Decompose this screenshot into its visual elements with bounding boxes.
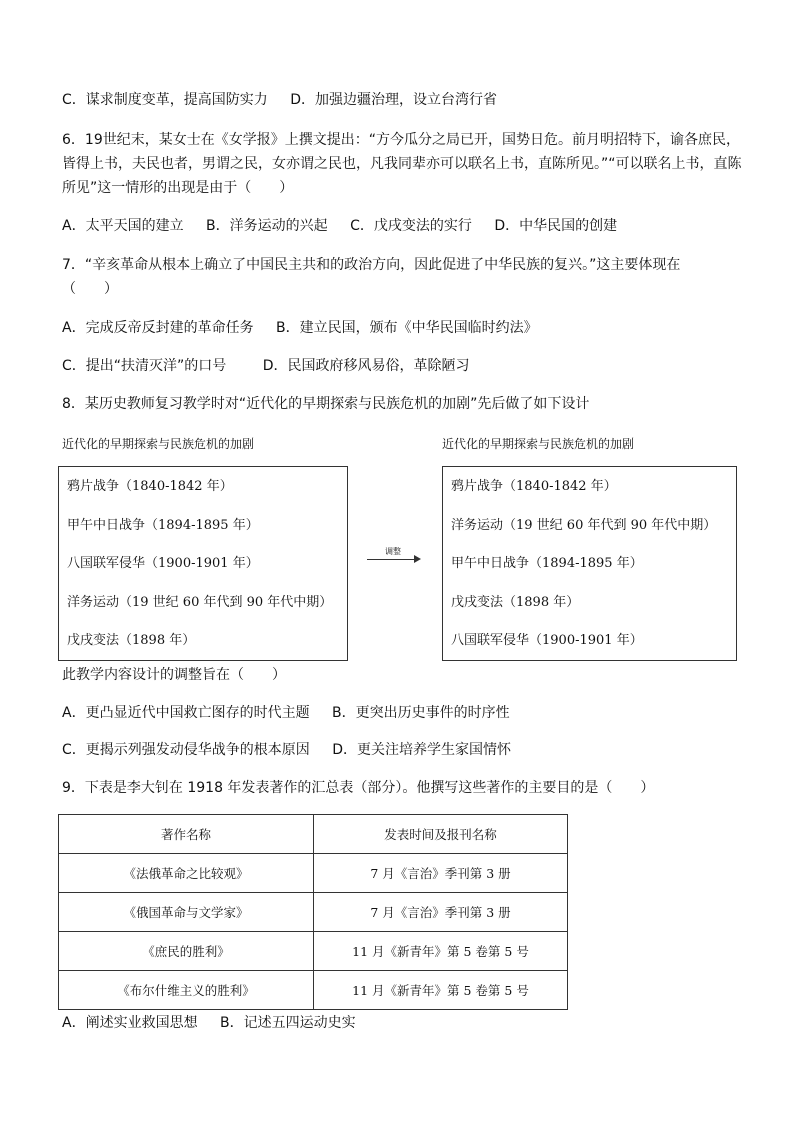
q9-option-a[interactable]: A．阐述实业救国思想: [62, 1015, 198, 1031]
q7-option-c[interactable]: C．提出“扶清灭洋”的口号: [62, 358, 227, 374]
q6-option-a[interactable]: A．太平天国的建立: [62, 218, 184, 234]
q8-right-item: 洋务运动（19 世纪 60 年代到 90 年代中期）: [451, 517, 717, 533]
q6-options: [62, 216, 617, 236]
q7-options-ab: [62, 318, 538, 338]
q8-left-item: 戊戌变法（1898 年）: [67, 633, 196, 648]
table-header-row: [59, 815, 568, 854]
q8-stem: 8．某历史教师复习教学时对“近代化的早期探索与民族危机的加剧”先后做了如下设计: [62, 396, 590, 412]
q8-right-item: 甲午中日战争（1894-1895 年）: [451, 556, 643, 571]
q8-right-item: 八国联军侵华（1900-1901 年）: [451, 633, 643, 648]
q7-option-a[interactable]: A．完成反帝反封建的革命任务: [62, 320, 254, 336]
q8-option-d[interactable]: D．更关注培养学生家国情怀: [332, 742, 512, 758]
q6-option-d[interactable]: D．中华民国的创建: [494, 218, 618, 234]
q6-option-b[interactable]: B．洋务运动的兴起: [206, 218, 328, 234]
q6-stem: 6．19世纪末，某女士在《女学报》上撰文提出：“方今瓜分之局已开，国势日危。前月明招特下，谕各庶民，皆得上书，夫民也者，男谓之民，女亦谓之民也，凡我同辈亦可以联名上书，直陈所见。”“可以联名上书，直陈所见”这一情形的出现是由于（ ）: [62, 132, 742, 196]
q8-left-item: 鸦片战争（1840-1842 年）: [67, 479, 233, 494]
q7-stem-line1: 7．“辛亥革命从根本上确立了中国民主共和的政治方向，因此促进了中华民族的复兴。”这主要体现在: [62, 257, 681, 273]
q8-right-box: [442, 466, 737, 661]
table-cell: 《布尔什维主义的胜利》: [59, 971, 314, 1010]
table-header-title: 著作名称: [59, 815, 314, 854]
q8-option-a[interactable]: A．更凸显近代中国救亡图存的时代主题: [62, 705, 310, 721]
q8-right-item: 鸦片战争（1840-1842 年）: [451, 479, 617, 494]
table-cell: 11 月《新青年》第 5 卷第 5 号: [314, 971, 568, 1010]
q5-option-d[interactable]: D．加强边疆治理，设立台湾行省: [290, 92, 498, 108]
table-cell: 《俄国革命与文学家》: [59, 893, 314, 932]
table-row: [59, 854, 568, 893]
table-row: [59, 893, 568, 932]
q8-options-ab: [62, 703, 510, 723]
q8-question: 此教学内容设计的调整旨在（ ）: [62, 667, 286, 683]
q8-option-b[interactable]: B．更突出历史事件的时序性: [332, 705, 510, 721]
q7-options-cd: [62, 356, 470, 376]
q7-option-b[interactable]: B．建立民国，颁布《中华民国临时约法》: [276, 320, 538, 336]
table-cell: 11 月《新青年》第 5 卷第 5 号: [314, 932, 568, 971]
works-table: [58, 814, 568, 1010]
q8-right-item: 戊戌变法（1898 年）: [451, 594, 580, 610]
arrow-right-icon: [367, 559, 419, 560]
q8-left-item: 八国联军侵华（1900-1901 年）: [67, 556, 259, 571]
q8-left-item: 洋务运动（19 世纪 60 年代到 90 年代中期）: [67, 594, 333, 610]
q8-left-item: 甲午中日战争（1894-1895 年）: [67, 517, 259, 533]
table-row: [59, 971, 568, 1010]
q5-options-cd: [62, 90, 497, 110]
table-cell: 7 月《言治》季刊第 3 册: [314, 893, 568, 932]
q8-option-c[interactable]: C．更揭示列强发动侵华战争的根本原因: [62, 742, 310, 758]
adjust-arrow: [367, 548, 419, 560]
q7-stem-line2: （ ）: [62, 281, 118, 297]
q8-left-box: [58, 466, 348, 661]
q9-stem: 9．下表是李大钊在 1918 年发表著作的汇总表（部分）。他撰写这些著作的主要目的是（ ）: [62, 780, 655, 796]
q6-option-c[interactable]: C．戊戌变法的实行: [350, 218, 472, 234]
q8-left-title: 近代化的早期探索与民族危机的加剧: [62, 437, 255, 451]
table-cell: 《法俄革命之比较观》: [59, 854, 314, 893]
q8-options-cd: [62, 740, 511, 760]
q9-options-ab: [62, 1013, 356, 1033]
adjust-arrow-label: 调整: [385, 547, 401, 556]
table-cell: 7 月《言治》季刊第 3 册: [314, 854, 568, 893]
table-cell: 《庶民的胜利》: [59, 932, 314, 971]
table-row: [59, 932, 568, 971]
q7-option-d[interactable]: D．民国政府移风易俗，革除陋习: [262, 358, 470, 374]
q5-option-c[interactable]: C．谋求制度变革，提高国防实力: [62, 92, 268, 108]
table-header-publication: 发表时间及报刊名称: [314, 815, 568, 854]
q8-right-title: 近代化的早期探索与民族危机的加剧: [442, 437, 635, 451]
q9-option-b[interactable]: B．记述五四运动史实: [220, 1015, 356, 1031]
